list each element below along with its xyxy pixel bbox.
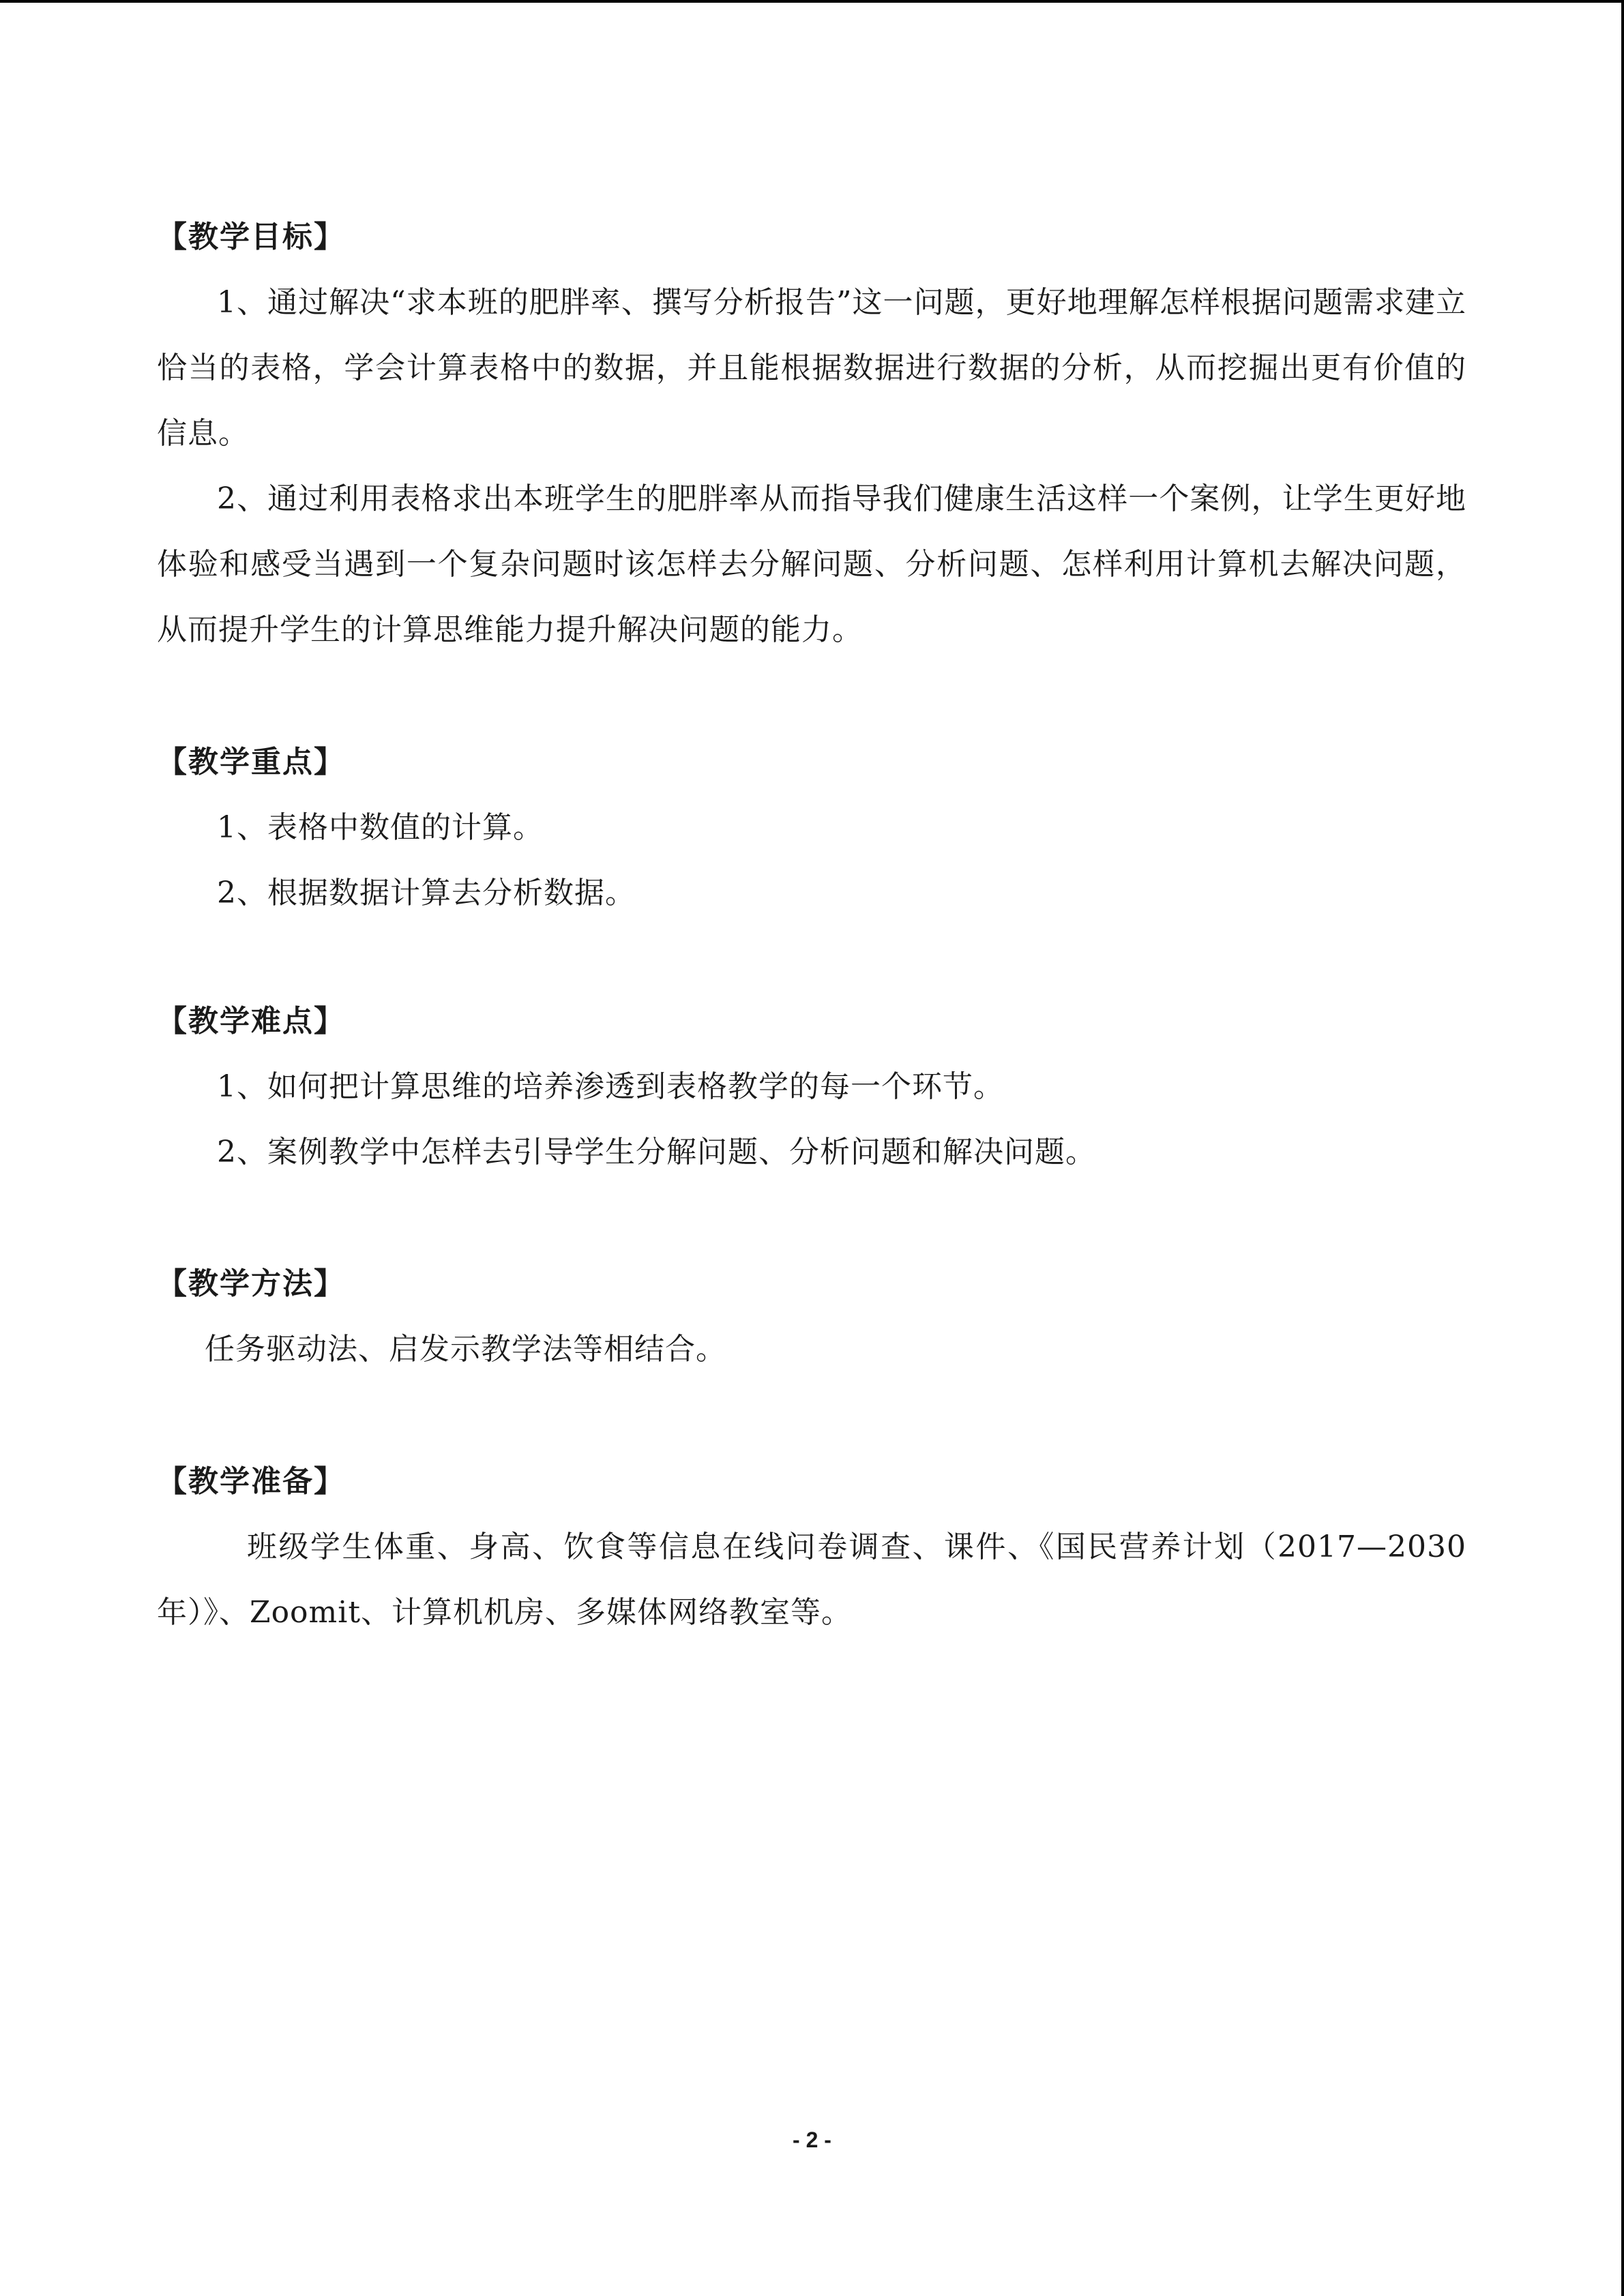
method-item-1: 任务驱动法、启发示教学法等相结合。	[205, 1332, 726, 1367]
section-teaching-goals	[157, 205, 1466, 663]
page-number: - 2 -	[793, 2128, 831, 2152]
heading-preparation: 【教学准备】	[157, 1464, 345, 1499]
section-difficulties	[157, 989, 1466, 1185]
difficulty-item-2: 2、案例教学中怎样去引导学生分解问题、分析问题和解决问题。	[217, 1135, 1096, 1169]
top-border-line	[0, 0, 1624, 3]
key-point-item-1: 1、表格中数值的计算。	[217, 810, 544, 845]
heading-difficulties: 【教学难点】	[157, 1004, 345, 1039]
goal-item-1: 1、通过解决“求本班的肥胖率、撰写分析报告”这一问题，更好地理解怎样根据问题需求建立恰当的表格，学会计算表格中的数据，并且能根据数据进行数据的分析，从而挖掘出更有价值的信息。	[157, 285, 1466, 451]
heading-key-points: 【教学重点】	[157, 745, 345, 779]
heading-methods: 【教学方法】	[157, 1266, 345, 1301]
section-key-points	[157, 730, 1466, 926]
right-border-line	[1621, 0, 1624, 2296]
section-methods	[157, 1251, 1466, 1382]
key-point-item-2: 2、根据数据计算去分析数据。	[217, 876, 636, 910]
difficulty-item-1: 1、如何把计算思维的培养渗透到表格教学的每一个环节。	[217, 1069, 1004, 1104]
goal-item-2: 2、通过利用表格求出本班学生的肥胖率从而指导我们健康生活这样一个案例，让学生更好地体验和感受当遇到一个复杂问题时该怎样去分解问题、分析问题、怎样利用计算机去解决问题，从而提升学生的计算思维能力提升解决问题的能力。	[157, 481, 1466, 647]
heading-teaching-goals: 【教学目标】	[157, 220, 345, 254]
preparation-item-1: 班级学生体重、身高、饮食等信息在线问卷调查、课件、《国民营养计划（2017—2030年）》、Zoomit、计算机机房、多媒体网络教室等。	[157, 1530, 1466, 1630]
section-preparation	[157, 1449, 1466, 1645]
